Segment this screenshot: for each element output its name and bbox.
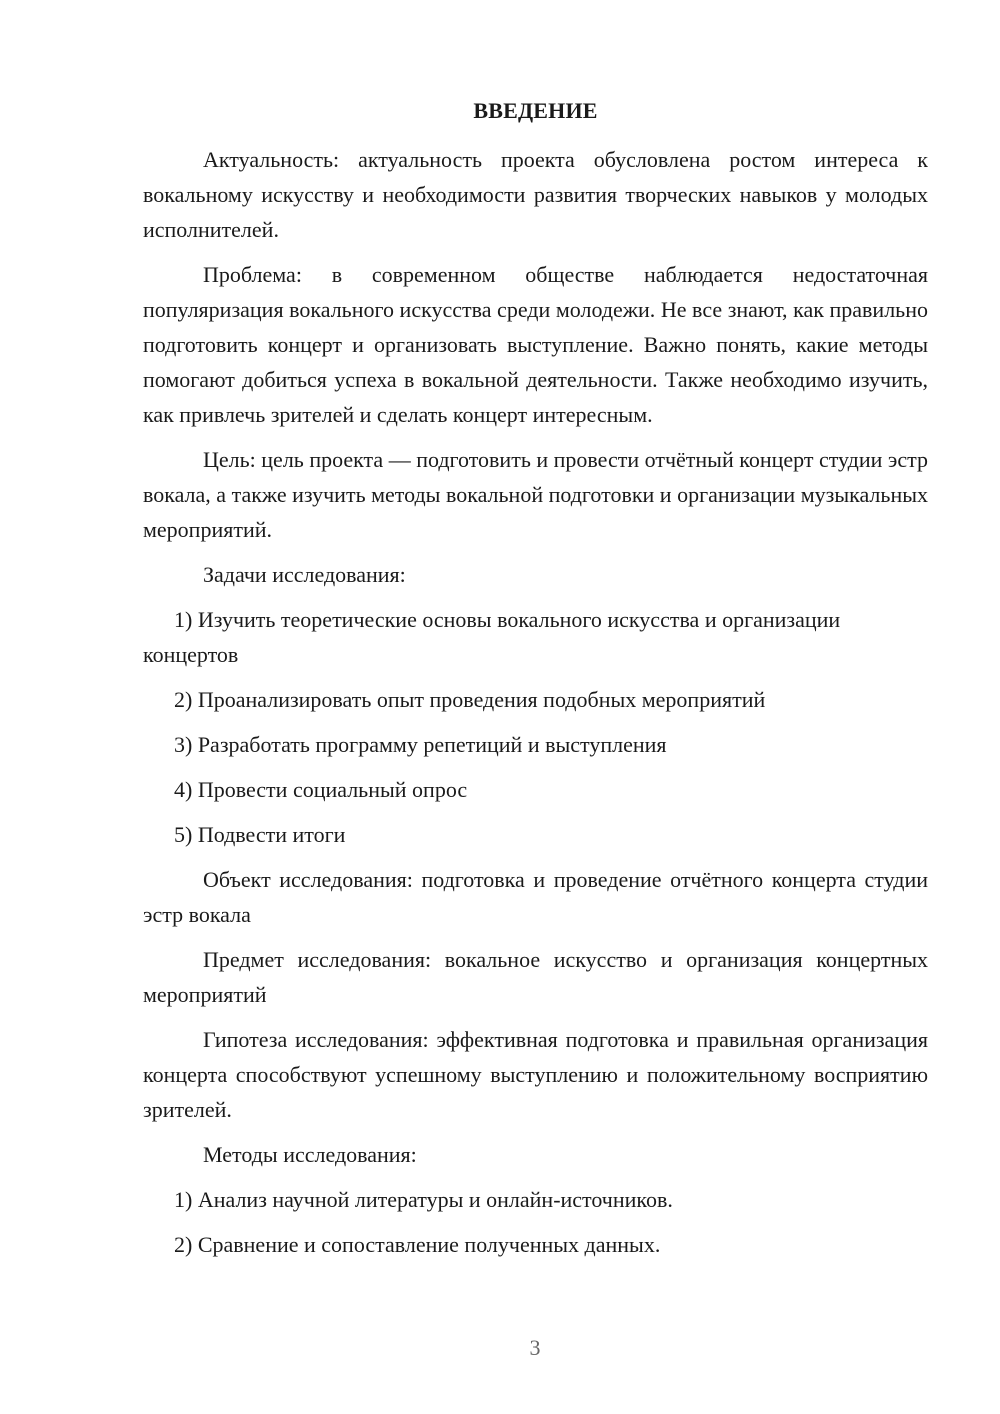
- methods-title: Методы исследования:: [203, 1142, 417, 1167]
- goal-paragraph: Цель: цель проекта — подготовить и провести отчётный концерт студии эстр вокала, а также изучить методы вокальной подготовки и организации музыкальных мероприятий.: [143, 447, 928, 542]
- problem-paragraph: Проблема: в современном обществе наблюдается недостаточная популяризация вокального искусства среди молодежи. Не все знают, как правильно подготовить концерт и организовать выступление. Важно понять, какие методы помогают добиться успеха в вокальной деятельности. Также необходимо изучить, как привлечь зрителей и сделать концерт интересным.: [143, 262, 928, 427]
- method-item-1: 1) Анализ научной литературы и онлайн-источников.: [174, 1187, 673, 1212]
- task-item-4: 4) Провести социальный опрос: [174, 777, 468, 802]
- task-item-3: 3) Разработать программу репетиций и выступления: [174, 732, 667, 757]
- task-item-5: 5) Подвести итоги: [174, 822, 346, 847]
- section-heading: ВВЕДЕНИЕ: [473, 98, 598, 123]
- object-paragraph: Объект исследования: подготовка и проведение отчётного концерта студии эстр вокала: [143, 867, 928, 927]
- subject-paragraph: Предмет исследования: вокальное искусство и организация концертных мероприятий: [143, 947, 928, 1007]
- method-item-2: 2) Сравнение и сопоставление полученных данных.: [174, 1232, 661, 1257]
- hypothesis-paragraph: Гипотеза исследования: эффективная подготовка и правильная организация концерта способствуют успешному выступлению и положительному восприятию зрителей.: [143, 1027, 928, 1122]
- task-item-2: 2) Проанализировать опыт проведения подобных мероприятий: [174, 687, 766, 712]
- page-number: 3: [529, 1335, 541, 1360]
- tasks-title: Задачи исследования:: [203, 562, 406, 587]
- document-body: [143, 142, 928, 1272]
- task-item-1: 1) Изучить теоретические основы вокального искусства и организации концертов: [143, 607, 841, 667]
- relevance-paragraph: Актуальность: актуальность проекта обусловлена ростом интереса к вокальному искусству и необходимости развития творческих навыков у молодых исполнителей.: [143, 147, 928, 242]
